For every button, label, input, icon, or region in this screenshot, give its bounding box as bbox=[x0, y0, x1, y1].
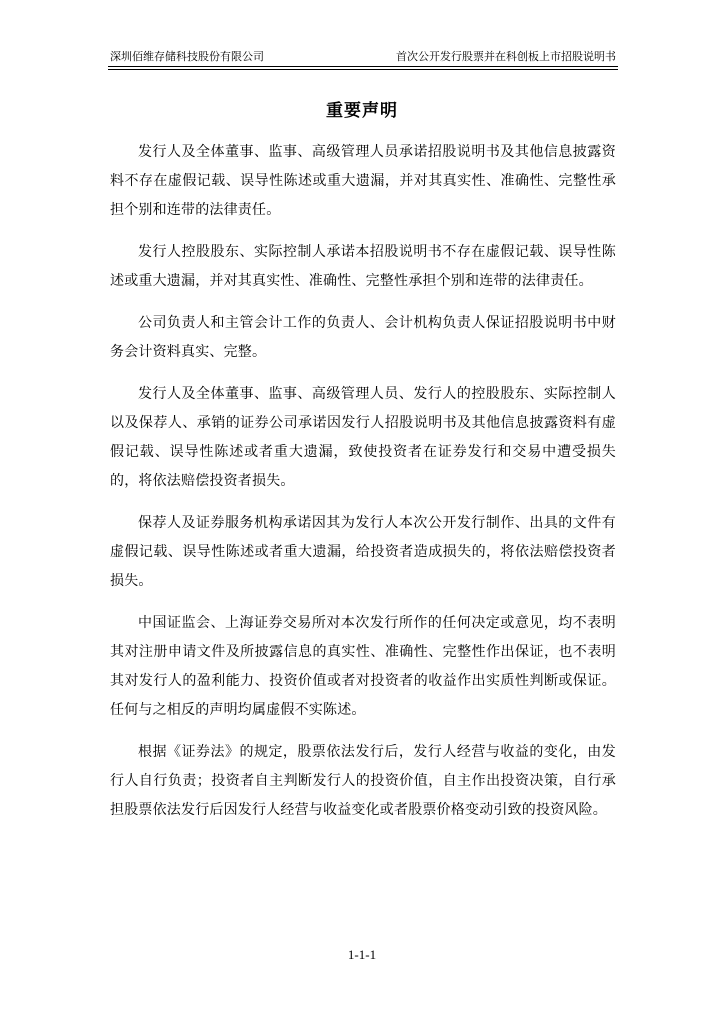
page-title: 重要声明 bbox=[326, 101, 398, 121]
paragraph: 公司负责人和主管会计工作的负责人、会计机构负责人保证招股说明书中财务会计资料真实、完整。 bbox=[110, 315, 616, 360]
declaration-body bbox=[110, 138, 616, 838]
header-company-name: 深圳佰维存储科技股份有限公司 bbox=[110, 50, 264, 63]
header-rule-thick bbox=[108, 66, 618, 67]
paragraph: 发行人及全体董事、监事、高级管理人员承诺招股说明书及其他信息披露资料不存在虚假记载、误导性陈述或重大遗漏，并对其真实性、准确性、完整性承担个别和连带的法律责任。 bbox=[110, 144, 616, 218]
page-number: 1-1-1 bbox=[347, 947, 377, 962]
header-document-title: 首次公开发行股票并在科创板上市招股说明书 bbox=[396, 50, 616, 63]
paragraph: 保荐人及证券服务机构承诺因其为发行人本次公开发行制作、出具的文件有虚假记载、误导性陈述或者重大遗漏，给投资者造成损失的，将依法赔偿投资者损失。 bbox=[110, 515, 616, 589]
running-header bbox=[110, 48, 616, 66]
header-rule-thin bbox=[108, 69, 618, 70]
paragraph: 中国证监会、上海证券交易所对本次发行所作的任何决定或意见，均不表明其对注册申请文件及所披露信息的真实性、准确性、完整性作出保证，也不表明其对发行人的盈利能力、投资价值或者对投资者的收益作出实质性判断或保证。任何与之相反的声明均属虚假不实陈述。 bbox=[110, 615, 616, 718]
paragraph: 发行人及全体董事、监事、高级管理人员、发行人的控股股东、实际控制人以及保荐人、承销的证券公司承诺因发行人招股说明书及其他信息披露资料有虚假记载、误导性陈述或者重大遗漏，致使投资者在证券发行和交易中遭受损失的，将依法赔偿投资者损失。 bbox=[110, 386, 616, 489]
paragraph: 发行人控股股东、实际控制人承诺本招股说明书不存在虚假记载、误导性陈述或重大遗漏，并对其真实性、准确性、完整性承担个别和连带的法律责任。 bbox=[110, 244, 616, 289]
paragraph: 根据《证券法》的规定，股票依法发行后，发行人经营与收益的变化，由发行人自行负责；投资者自主判断发行人的投资价值，自主作出投资决策，自行承担股票依法发行后因发行人经营与收益变化或者股票价格变动引致的投资风险。 bbox=[110, 744, 616, 818]
